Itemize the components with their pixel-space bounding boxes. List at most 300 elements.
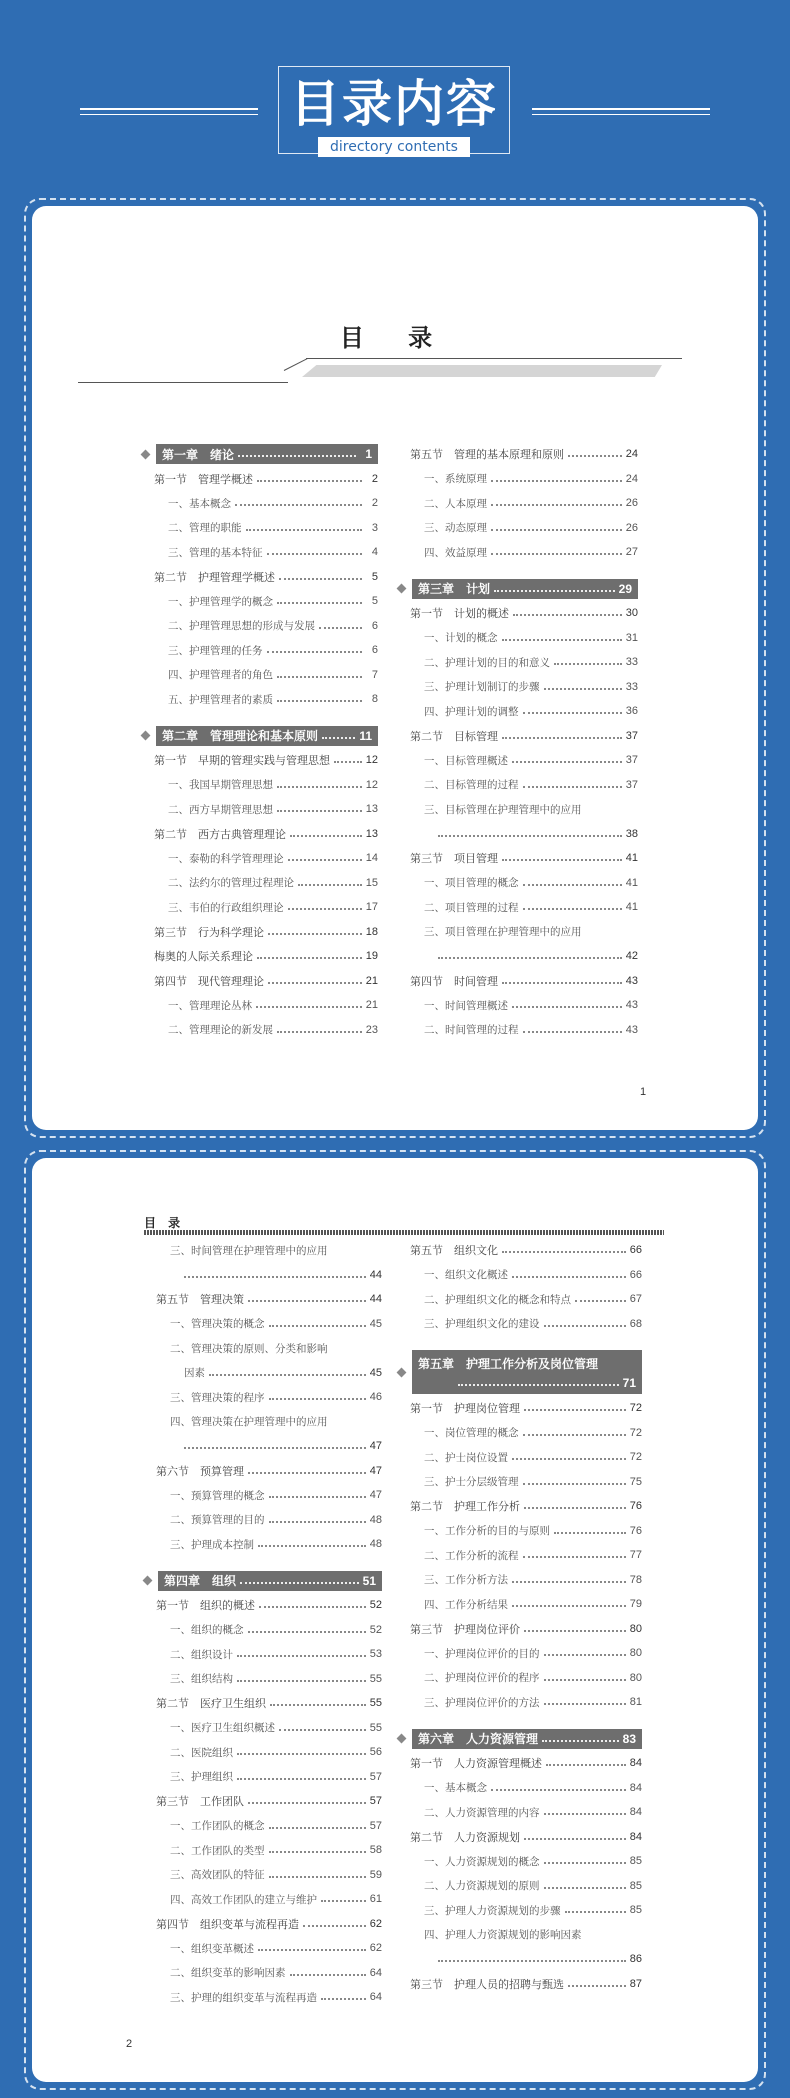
toc-section-row[interactable] [144, 1459, 382, 1484]
toc-item-row[interactable] [398, 1519, 642, 1544]
toc-item-row[interactable] [398, 993, 638, 1018]
toc-leader-dots [267, 553, 363, 555]
toc-page-ref: 3 [371, 521, 378, 534]
toc-section-row[interactable] [144, 1593, 382, 1618]
toc-chapter-row [398, 1727, 642, 1752]
page-title: 目录内容 [290, 75, 498, 133]
toc-item-row[interactable] [142, 516, 378, 541]
toc-item-title: 三、护理成本控制 [170, 1538, 254, 1551]
toc-section-title: 第三节 护理岗位评价 [410, 1622, 520, 1636]
toc-section-row[interactable] [398, 969, 638, 994]
toc-item-row[interactable] [144, 1336, 382, 1361]
toc-page-ref: 33 [625, 656, 638, 669]
toc-leader-dots [238, 455, 356, 457]
toc-section-row[interactable] [398, 1972, 642, 1997]
toc-page-ref: 61 [369, 1893, 382, 1906]
toc-item-row[interactable] [398, 773, 638, 798]
toc-section-title: 第四节 时间管理 [410, 974, 498, 988]
toc-section-row[interactable] [398, 724, 638, 749]
toc-item-title: 一、岗位管理的概念 [424, 1427, 519, 1440]
toc-item-title: 一、护理管理学的概念 [168, 595, 273, 608]
toc-item-title: 一、项目管理的概念 [424, 877, 519, 890]
toc-page-ref: 47 [369, 1464, 382, 1477]
toc-leader-dots [546, 1764, 626, 1766]
heading-rule-right [306, 358, 682, 359]
toc-item-title: 二、预算管理的目的 [170, 1514, 265, 1527]
toc-item-row[interactable] [398, 920, 638, 945]
toc-leader-dots [209, 1374, 366, 1376]
toc-item-row[interactable] [142, 773, 378, 798]
toc-item-row[interactable] [398, 871, 638, 896]
toc-item-row[interactable] [144, 1618, 382, 1643]
toc-page-ref: 67 [629, 1293, 642, 1306]
toc-section-row[interactable] [398, 601, 638, 626]
toc-item-row[interactable] [144, 1863, 382, 1888]
toc-item-title: 一、工作团队的概念 [170, 1820, 265, 1833]
running-head: 目 录 [144, 1216, 185, 1230]
toc-item-row[interactable] [142, 663, 378, 688]
toc-page-ref: 64 [369, 1966, 382, 1979]
toc-item-title: 二、护理组织文化的概念和特点 [424, 1293, 571, 1306]
toc-section-title: 第一节 组织的概述 [156, 1599, 255, 1613]
toc-item-title: 二、人力资源规划的原则 [424, 1880, 540, 1893]
toc-leader-dots [512, 1006, 622, 1008]
toc-item-title: 四、高效工作团队的建立与维护 [170, 1893, 317, 1906]
toc-page-ref: 86 [629, 1953, 642, 1966]
toc-item-title: 二、护理管理思想的形成与发展 [168, 620, 315, 633]
toc-page-ref: 85 [629, 1904, 642, 1917]
toc-item-row[interactable] [398, 1592, 642, 1617]
toc-item-row[interactable] [398, 1470, 642, 1495]
toc-leader-dots [248, 1472, 366, 1474]
toc-leader-dots [491, 1789, 626, 1791]
toc-leader-dots [257, 480, 362, 482]
toc-leader-dots [512, 1581, 626, 1583]
toc-page-ref: 19 [365, 950, 378, 963]
toc-item-continuation[interactable] [144, 1263, 382, 1288]
header-line-left-bottom [80, 114, 258, 115]
toc-item-row[interactable] [398, 1800, 642, 1825]
toc-item-row[interactable] [144, 1483, 382, 1508]
toc-leader-dots [544, 1813, 626, 1815]
toc-section-row[interactable] [142, 920, 378, 945]
toc-section-row[interactable] [142, 565, 378, 590]
toc-leader-dots [268, 982, 362, 984]
toc-chapter-link[interactable] [158, 1571, 382, 1591]
toc-item-row[interactable] [398, 1445, 642, 1470]
toc-item-row[interactable] [142, 540, 378, 565]
toc-page-ref: 84 [629, 1757, 642, 1770]
toc-item-title: 二、护理岗位评价的程序 [424, 1672, 540, 1685]
toc-page-ref: 37 [625, 778, 638, 791]
toc-leader-dots [438, 1960, 626, 1962]
toc-item-title: 二、项目管理的过程 [424, 901, 519, 914]
toc-item-title: 一、泰勒的科学管理理论 [168, 852, 284, 865]
toc-leader-dots [438, 835, 622, 837]
toc-leader-dots [237, 1655, 366, 1657]
toc-item-row[interactable] [142, 687, 378, 712]
toc-item-title: 二、管理决策的原则、分类和影响 [170, 1342, 328, 1355]
toc-leader-dots [575, 1300, 626, 1302]
toc-item-title: 三、护理岗位评价的方法 [424, 1696, 540, 1709]
toc-item-row[interactable] [398, 1874, 642, 1899]
toc-leader-dots [523, 1483, 626, 1485]
toc-item-row[interactable] [398, 467, 638, 492]
toc-leader-dots [298, 884, 362, 886]
toc-item-row[interactable] [142, 993, 378, 1018]
running-head-rule [144, 1230, 664, 1235]
toc-page-ref: 6 [371, 619, 378, 632]
toc-section-title: 第二节 医疗卫生组织 [156, 1697, 266, 1711]
toc-item-row[interactable] [398, 650, 638, 675]
toc-page-ref: 38 [625, 827, 638, 840]
toc-item-row[interactable] [144, 1985, 382, 2010]
toc-item-title: 三、动态原理 [424, 522, 487, 535]
toc-item-row[interactable] [142, 638, 378, 663]
toc-page-ref: 84 [629, 1781, 642, 1794]
toc-page-ref: 80 [629, 1671, 642, 1684]
toc-item-row[interactable] [398, 540, 638, 565]
toc-page-ref: 30 [625, 607, 638, 620]
toc-item-row[interactable] [398, 1312, 642, 1337]
toc-page-ref: 58 [369, 1844, 382, 1857]
toc-leader-dots [523, 1031, 622, 1033]
toc-section-title: 第三节 工作团队 [156, 1795, 244, 1809]
toc-item-row[interactable] [144, 1385, 382, 1410]
toc-item-title: 三、目标管理在护理管理中的应用 [424, 803, 582, 816]
toc-page-ref: 68 [629, 1317, 642, 1330]
toc-item-row[interactable] [144, 1642, 382, 1667]
toc-chapter-title: 第六章 人力资源管理 [418, 1732, 539, 1747]
toc-item-row[interactable] [144, 1887, 382, 1912]
toc-leader-dots [256, 1006, 362, 1008]
toc-leader-dots [502, 1251, 626, 1253]
toc-page-ref: 48 [369, 1538, 382, 1551]
toc-item-title: 四、护理管理者的角色 [168, 669, 273, 682]
toc-leader-dots [524, 1838, 626, 1840]
toc-leader-dots [568, 455, 622, 457]
toc-leader-dots [184, 1447, 366, 1449]
toc-item-row[interactable] [144, 1238, 382, 1263]
toc-item-title: 五、护理管理者的素质 [168, 693, 273, 706]
toc-page-ref: 42 [625, 950, 638, 963]
toc-item-title: 二、管理理论的新发展 [168, 1024, 273, 1037]
toc-item-row[interactable] [398, 1898, 642, 1923]
toc-page-ref: 55 [369, 1697, 382, 1710]
toc-page-ref: 64 [369, 1991, 382, 2004]
toc-item-row[interactable] [144, 1532, 382, 1557]
toc-page-ref: 41 [625, 901, 638, 914]
toc-item-continuation[interactable] [144, 1434, 382, 1459]
toc-page-ref: 41 [625, 876, 638, 889]
diamond-bullet-icon [397, 584, 407, 594]
toc-leader-dots [568, 1985, 626, 1987]
toc-item-row[interactable] [398, 748, 638, 773]
toc-section-row[interactable] [398, 1825, 642, 1850]
toc-page-ref: 43 [625, 974, 638, 987]
toc-item-row[interactable] [144, 1838, 382, 1863]
toc-item-row[interactable] [144, 1740, 382, 1765]
toc-item-row[interactable] [144, 1765, 382, 1790]
toc-item-row[interactable] [398, 675, 638, 700]
toc-leader-dots [554, 1532, 626, 1534]
toc-page-ref: 55 [369, 1672, 382, 1685]
toc-page-ref: 55 [369, 1721, 382, 1734]
toc-leader-dots [544, 1654, 626, 1656]
toc-column-right [398, 442, 638, 1042]
toc-item-row[interactable] [398, 516, 638, 541]
toc-page-ref: 56 [369, 1746, 382, 1759]
toc-leader-dots [334, 761, 362, 763]
toc-item-row[interactable] [398, 797, 638, 822]
toc-leader-dots [237, 1753, 366, 1755]
toc-item-title: 一、工作分析的目的与原则 [424, 1525, 550, 1538]
toc-page-ref: 31 [625, 631, 638, 644]
toc-page-ref: 26 [625, 521, 638, 534]
toc-leader-dots [544, 1325, 626, 1327]
toc-leader-dots [512, 1605, 626, 1607]
toc-item-title: 三、时间管理在护理管理中的应用 [170, 1244, 328, 1257]
toc-leader-dots [257, 957, 362, 959]
toc-item-continuation[interactable] [398, 822, 638, 847]
toc-item-title: 三、护理的组织变革与流程再造 [170, 1991, 317, 2004]
toc-item-row[interactable] [144, 1716, 382, 1741]
toc-item-row[interactable] [144, 1312, 382, 1337]
toc-page-ref: 18 [365, 925, 378, 938]
toc-leader-dots [502, 737, 622, 739]
toc-item-row[interactable] [142, 1018, 378, 1043]
toc-leader-dots [290, 1974, 366, 1976]
toc-leader-dots [565, 1911, 626, 1913]
toc-item-row[interactable] [144, 1936, 382, 1961]
toc-page-ref: 72 [629, 1402, 642, 1415]
toc-item-title: 三、护理计划制订的步骤 [424, 681, 540, 694]
toc-item-row[interactable] [398, 1421, 642, 1446]
heading-rule-slant [284, 358, 308, 371]
toc-page-ref: 79 [629, 1598, 642, 1611]
toc-item-title: 三、护理组织 [170, 1771, 233, 1784]
toc-item-row[interactable] [398, 1666, 642, 1691]
toc-page-ref: 71 [622, 1375, 636, 1390]
toc-item-title: 二、西方早期管理思想 [168, 803, 273, 816]
toc-page-ref: 24 [625, 472, 638, 485]
toc-item-row[interactable] [142, 846, 378, 871]
toc-section-row[interactable] [398, 1751, 642, 1776]
toc-item-title: 二、组织变革的影响因素 [170, 1967, 286, 1980]
toc-chapter-link[interactable] [412, 1350, 642, 1394]
toc-leader-dots [259, 1606, 366, 1608]
toc-section-title: 第五节 管理的基本原理和原则 [410, 448, 564, 462]
toc-page-ref: 4 [371, 546, 378, 559]
toc-item-row[interactable] [398, 895, 638, 920]
toc-item-row[interactable] [142, 589, 378, 614]
toc-leader-dots [491, 504, 622, 506]
toc-leader-dots [512, 1276, 626, 1278]
toc-item-row[interactable] [144, 1410, 382, 1435]
toc-section-row[interactable] [398, 1238, 642, 1263]
toc-page-ref: 29 [618, 581, 632, 596]
toc-item-title: 二、护士岗位设置 [424, 1451, 508, 1464]
toc-section-row[interactable] [398, 1617, 642, 1642]
toc-leader-dots [269, 1851, 366, 1853]
toc-item-continuation[interactable] [398, 944, 638, 969]
toc-item-row[interactable] [144, 1961, 382, 1986]
header-line-left-top [80, 108, 258, 110]
toc-leader-dots [267, 651, 363, 653]
toc-section-row[interactable] [398, 442, 638, 467]
toc-item-row[interactable] [398, 1568, 642, 1593]
toc-page-ref: 78 [629, 1573, 642, 1586]
toc-item-title: 二、法约尔的管理过程理论 [168, 877, 294, 890]
toc-item-title: 一、管理理论丛林 [168, 999, 252, 1012]
toc-leader-dots [237, 1680, 366, 1682]
toc-leader-dots [494, 590, 615, 592]
toc-leader-dots [523, 884, 622, 886]
toc-item-row[interactable] [142, 871, 378, 896]
toc-leader-dots [277, 700, 362, 702]
toc-item-row[interactable] [398, 1287, 642, 1312]
toc-chapter-link[interactable] [412, 1729, 642, 1749]
toc-item-title: 三、护理管理的任务 [168, 644, 263, 657]
toc-page-ref: 77 [629, 1549, 642, 1562]
toc-page-ref: 62 [369, 1942, 382, 1955]
toc-item-row[interactable] [398, 1776, 642, 1801]
toc-page-ref: 85 [629, 1855, 642, 1868]
toc-leader-dots [277, 676, 362, 678]
toc-chapter-link[interactable] [156, 444, 378, 464]
toc-leader-dots [235, 504, 362, 506]
toc-item-row[interactable] [144, 1508, 382, 1533]
toc-leader-dots [279, 578, 362, 580]
toc-page-ref: 33 [625, 680, 638, 693]
toc-item-row[interactable] [144, 1667, 382, 1692]
toc-page-ref: 44 [369, 1293, 382, 1306]
toc-page-ref: 52 [369, 1623, 382, 1636]
toc-leader-dots [269, 1876, 366, 1878]
toc-item-row[interactable] [398, 1263, 642, 1288]
toc-leader-dots [502, 982, 622, 984]
toc-chapter-row [144, 1569, 382, 1594]
toc-page-ref: 84 [629, 1830, 642, 1843]
toc-leader-dots [184, 1276, 366, 1278]
toc-page-ref: 1 [365, 447, 372, 462]
toc-leader-dots [269, 1325, 366, 1327]
toc-leader-dots [319, 627, 362, 629]
toc-item-row[interactable] [142, 797, 378, 822]
toc-item-title: 二、时间管理的过程 [424, 1024, 519, 1037]
diamond-bullet-icon [141, 449, 151, 459]
toc-section-row[interactable] [398, 1396, 642, 1421]
toc-chapter-link[interactable] [156, 726, 378, 746]
toc-page-ref: 24 [625, 448, 638, 461]
toc-item-title: 一、基本概念 [424, 1782, 487, 1795]
toc-page-ref: 37 [625, 754, 638, 767]
toc-item-title: 一、计划的概念 [424, 632, 498, 645]
header-banner [0, 0, 790, 200]
toc-item-row[interactable] [398, 491, 638, 516]
toc-item-row[interactable] [398, 1690, 642, 1715]
toc-page-ref: 11 [359, 728, 372, 743]
toc-leader-dots [512, 761, 622, 763]
toc-leader-dots [290, 835, 362, 837]
toc-section-row[interactable] [144, 1789, 382, 1814]
toc-leader-dots [258, 1545, 366, 1547]
toc-item-title: 三、工作分析方法 [424, 1574, 508, 1587]
toc-page-ref: 21 [365, 974, 378, 987]
toc-item-row[interactable] [398, 1018, 638, 1043]
toc-item-continuation[interactable] [398, 1947, 642, 1972]
toc-page-ref: 51 [362, 1573, 376, 1588]
toc-section-row[interactable] [142, 944, 378, 969]
page-number: 1 [640, 1086, 647, 1098]
toc-item-title: 一、目标管理概述 [424, 754, 508, 767]
toc-leader-dots [491, 553, 622, 555]
toc-page-ref: 36 [625, 705, 638, 718]
toc-item-row[interactable] [398, 626, 638, 651]
toc-item-title: 一、人力资源规划的概念 [424, 1855, 540, 1868]
toc-section-row[interactable] [142, 969, 378, 994]
toc-section-row[interactable] [144, 1691, 382, 1716]
toc-leader-dots [258, 1949, 366, 1951]
toc-section-row[interactable] [142, 822, 378, 847]
toc-section-title: 第二节 目标管理 [410, 729, 498, 743]
toc-item-row[interactable] [142, 614, 378, 639]
toc-leader-dots [544, 1862, 626, 1864]
toc-item-row[interactable] [398, 1849, 642, 1874]
toc-item-title: 一、系统原理 [424, 473, 487, 486]
toc-item-row[interactable] [398, 1923, 642, 1948]
toc-item-row[interactable] [398, 1543, 642, 1568]
toc-leader-dots [322, 737, 355, 739]
toc-page-2 [32, 1158, 758, 2082]
toc-leader-dots [523, 712, 622, 714]
toc-item-title: 一、护理岗位评价的目的 [424, 1647, 540, 1660]
toc-page-ref: 57 [369, 1795, 382, 1808]
toc-section-row[interactable] [142, 467, 378, 492]
toc-section-row[interactable] [398, 1494, 642, 1519]
toc-chapter-link[interactable] [412, 579, 638, 599]
toc-item-row[interactable] [142, 491, 378, 516]
toc-page-ref: 44 [369, 1268, 382, 1281]
toc-page-ref: 5 [371, 595, 378, 608]
toc-section-row[interactable] [142, 748, 378, 773]
toc-page-ref: 76 [629, 1500, 642, 1513]
toc-item-title: 二、人力资源管理的内容 [424, 1806, 540, 1819]
toc-item-row[interactable] [142, 895, 378, 920]
toc-leader-dots [491, 529, 622, 531]
toc-leader-dots [542, 1740, 619, 1742]
toc-section-row[interactable] [398, 846, 638, 871]
toc-leader-dots [458, 1384, 619, 1386]
toc-leader-dots [277, 810, 362, 812]
toc-item-title: 二、管理的职能 [168, 522, 242, 535]
toc-item-row[interactable] [144, 1361, 382, 1386]
toc-section-row[interactable] [144, 1287, 382, 1312]
toc-page-ref: 57 [369, 1819, 382, 1832]
toc-item-title: 二、人本原理 [424, 497, 487, 510]
toc-item-row[interactable] [144, 1814, 382, 1839]
toc-column-left [144, 1238, 382, 2010]
toc-item-row[interactable] [398, 699, 638, 724]
toc-section-row[interactable] [144, 1912, 382, 1937]
toc-leader-dots [512, 1458, 626, 1460]
toc-item-row[interactable] [398, 1641, 642, 1666]
toc-item-title: 二、工作分析的流程 [424, 1549, 519, 1562]
toc-page-ref: 45 [369, 1366, 382, 1379]
toc-item-title: 三、护理组织文化的建设 [424, 1318, 540, 1331]
toc-item-title: 三、项目管理在护理管理中的应用 [424, 926, 582, 939]
toc-page-ref: 5 [371, 570, 378, 583]
